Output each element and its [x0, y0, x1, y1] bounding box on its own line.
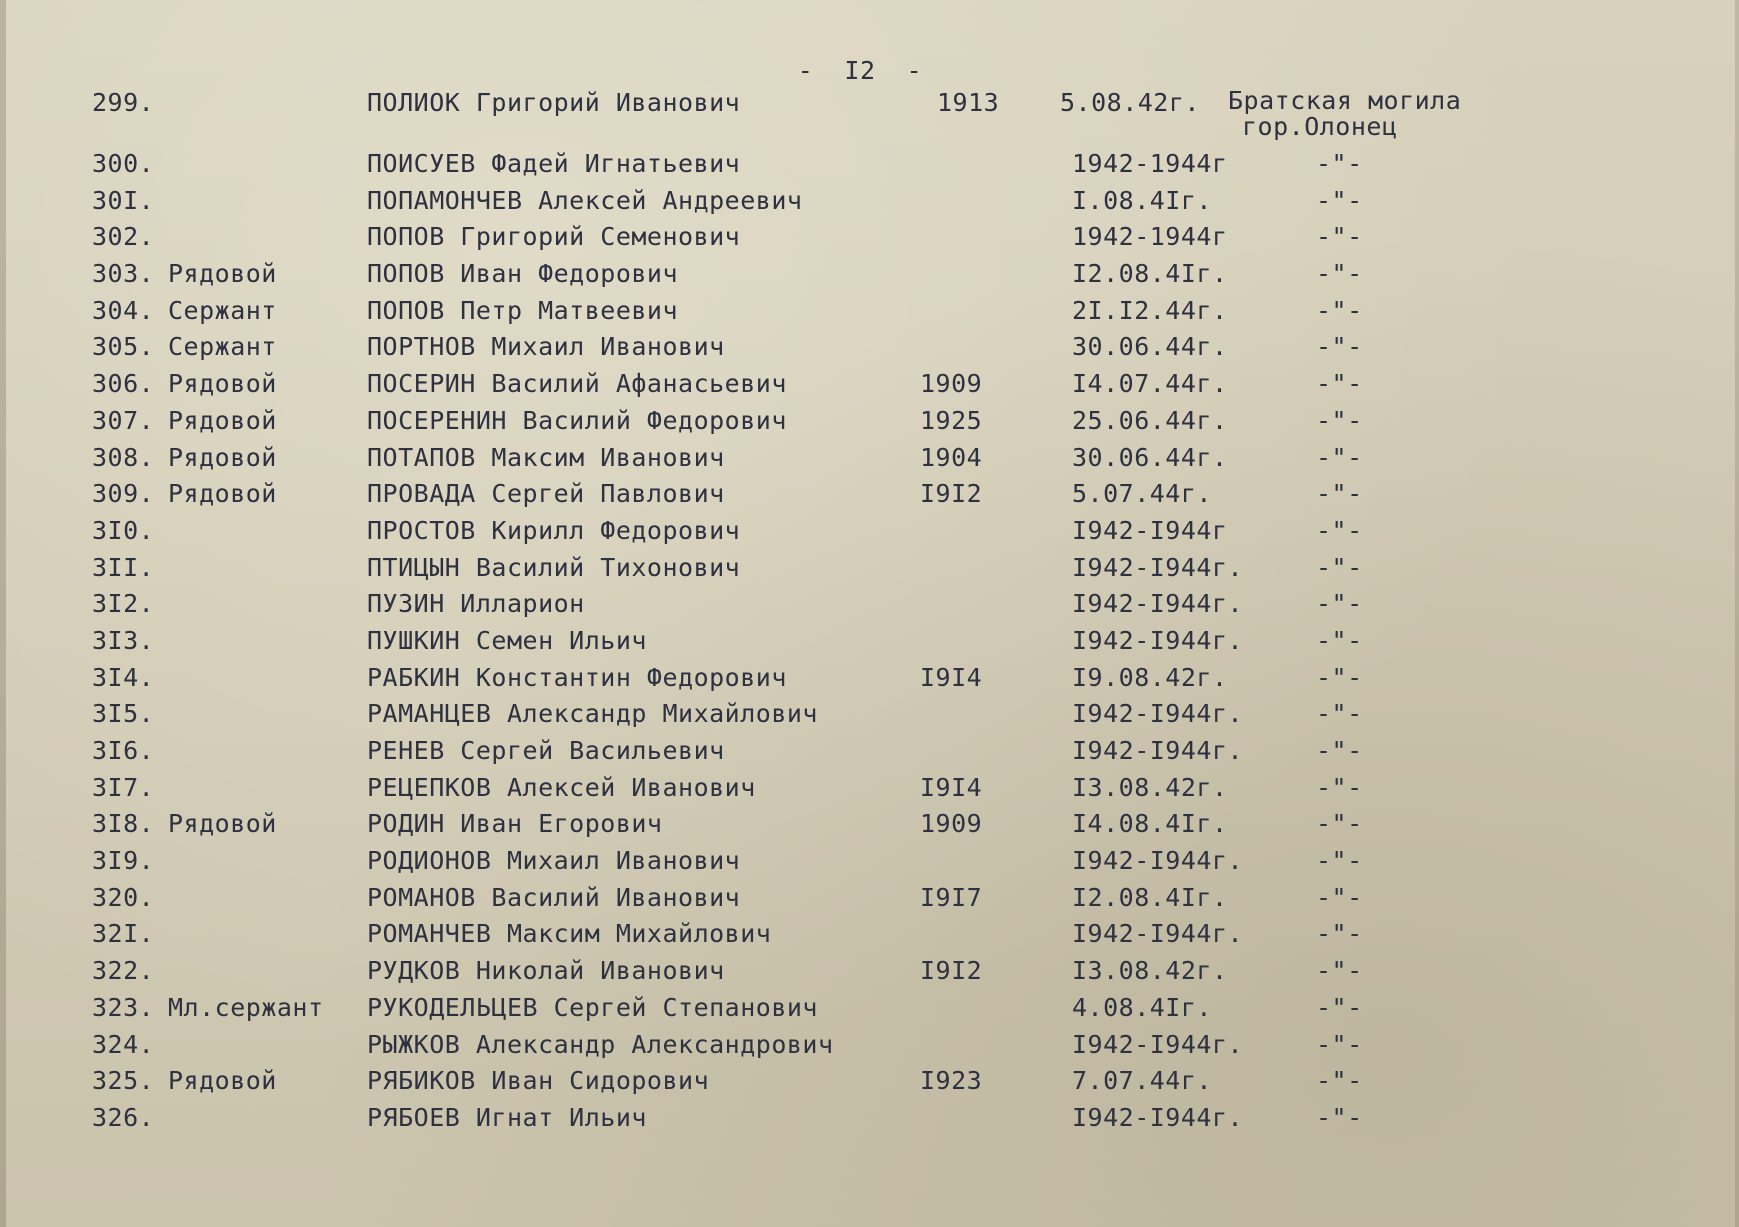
- entry-name: ПОЛИОК Григорий Иванович: [367, 88, 741, 117]
- entry-number: 3I3.: [92, 625, 155, 655]
- entry-burial-place: -"-: [1316, 846, 1363, 876]
- entry-burial-place: -"-: [1316, 185, 1363, 215]
- entry-death-date: 1942-1944г: [1072, 149, 1228, 178]
- entry-rank: Сержант: [168, 332, 277, 362]
- entry-number: 306.: [92, 369, 155, 399]
- entry-rank: Рядовой: [168, 442, 277, 472]
- entry-name: ПОТАПОВ Максим Иванович: [367, 442, 725, 472]
- list-item: [0, 219, 1739, 256]
- entry-death-date: I4.07.44г.: [1072, 369, 1228, 399]
- entry-number: 307.: [92, 405, 155, 435]
- list-item: [0, 476, 1739, 513]
- entry-name: РЕНЕВ Сергей Васильевич: [367, 736, 725, 765]
- entry-death-date: 1942-1944г: [1072, 222, 1228, 252]
- entry-name: РОДИН Иван Егорович: [367, 809, 663, 839]
- list-item: [0, 366, 1739, 403]
- entry-name: ПОРТНОВ Михаил Иванович: [367, 332, 725, 362]
- entry-burial-place: -"-: [1316, 479, 1363, 509]
- entry-death-date: I942-I944г.: [1072, 1029, 1244, 1059]
- entry-rank: Рядовой: [168, 809, 277, 839]
- entry-burial-place: -"-: [1316, 919, 1363, 949]
- entry-rank: Рядовой: [168, 405, 277, 435]
- entry-birth-year: I9I4: [920, 662, 983, 692]
- list-item: [0, 806, 1739, 843]
- entry-name: РЯБИКОВ Иван Сидорович: [367, 1066, 710, 1096]
- list-item: [0, 880, 1739, 917]
- entry-burial-place: -"-: [1316, 369, 1363, 399]
- entry-death-date: I4.08.4Iг.: [1072, 809, 1228, 839]
- entry-number: 3I7.: [92, 772, 155, 802]
- entry-number: 308.: [92, 442, 155, 472]
- entry-death-date: 7.07.44г.: [1072, 1066, 1212, 1096]
- list-item: [0, 403, 1739, 440]
- entry-burial-place: -"-: [1316, 552, 1363, 582]
- list-item: [0, 329, 1739, 366]
- entry-name: ПОПОВ Григорий Семенович: [367, 222, 741, 252]
- entry-birth-year: I9I2: [920, 479, 983, 509]
- entry-death-date: 5.08.42г.: [1060, 88, 1200, 117]
- entry-name: РОМАНОВ Василий Иванович: [367, 882, 741, 912]
- list-item: [0, 843, 1739, 880]
- entry-rank: Сержант: [168, 295, 277, 325]
- entry-death-date: I9.08.42г.: [1072, 662, 1228, 692]
- entry-rank: Рядовой: [168, 1066, 277, 1096]
- entry-name: ПОПОВ Петр Матвеевич: [367, 295, 679, 325]
- entry-number: 3I6.: [92, 736, 155, 765]
- list-item: [0, 146, 1739, 183]
- entry-burial-place: -"-: [1316, 589, 1363, 619]
- list-row-first: [0, 88, 1739, 144]
- entry-number: 323.: [92, 992, 155, 1022]
- entry-burial-place: -"-: [1316, 625, 1363, 655]
- burial-line-1: Братская могила: [1228, 86, 1462, 115]
- entry-birth-year: 1909: [920, 809, 983, 839]
- list-item: [0, 1027, 1739, 1064]
- entry-number: 303.: [92, 259, 155, 289]
- list-item: [0, 696, 1739, 733]
- list-item: [0, 660, 1739, 697]
- entry-burial-place: -"-: [1316, 259, 1363, 289]
- entry-death-date: I942-I944г: [1072, 515, 1228, 545]
- entry-number: 3I8.: [92, 809, 155, 839]
- entry-name: ПРОВАДА Сергей Павлович: [367, 479, 725, 509]
- entry-burial-place: -"-: [1316, 222, 1363, 252]
- entry-birth-year: 1909: [920, 369, 983, 399]
- entry-name: РОДИОНОВ Михаил Иванович: [367, 846, 741, 876]
- entry-death-date: 30.06.44г.: [1072, 332, 1228, 362]
- entry-number: 299.: [92, 88, 155, 117]
- entry-name: ПОПОВ Иван Федорович: [367, 259, 679, 289]
- entry-death-date: 5.07.44г.: [1072, 479, 1212, 509]
- entry-burial-place: -"-: [1316, 405, 1363, 435]
- entry-burial-place: -"-: [1316, 1102, 1363, 1132]
- entry-death-date: I.08.4Iг.: [1072, 185, 1212, 215]
- entry-number: 305.: [92, 332, 155, 362]
- entry-name: РЯБОЕВ Игнат Ильич: [367, 1102, 647, 1132]
- entry-number: 3I4.: [92, 662, 155, 692]
- entry-death-date: I942-I944г.: [1072, 846, 1244, 876]
- entry-burial-place: -"-: [1316, 882, 1363, 912]
- entry-rank: Рядовой: [168, 479, 277, 509]
- entry-burial-place: -"-: [1316, 149, 1363, 178]
- entry-death-date: I942-I944г.: [1072, 552, 1244, 582]
- entry-death-date: I942-I944г.: [1072, 625, 1244, 655]
- list-item: [0, 916, 1739, 953]
- list-item: [0, 623, 1739, 660]
- entry-burial-place: -"-: [1316, 736, 1363, 765]
- entry-birth-year: I9I2: [920, 956, 983, 986]
- entries-list: [0, 146, 1739, 1137]
- entry-burial-place: -"-: [1316, 515, 1363, 545]
- list-item: [0, 513, 1739, 550]
- entry-death-date: I3.08.42г.: [1072, 956, 1228, 986]
- entry-name: ПТИЦЫН Василий Тихонович: [367, 552, 741, 582]
- entry-name: ПОИСУЕВ Фадей Игнатьевич: [367, 149, 741, 178]
- entry-death-date: I942-I944г.: [1072, 699, 1244, 729]
- list-item: [0, 256, 1739, 293]
- entry-death-date: 30.06.44г.: [1072, 442, 1228, 472]
- list-item: [0, 440, 1739, 477]
- entry-death-date: I942-I944г.: [1072, 736, 1244, 765]
- entry-name: ПУЗИН Илларион: [367, 589, 585, 619]
- list-item: [0, 733, 1739, 770]
- entry-name: РОМАНЧЕВ Максим Михайлович: [367, 919, 772, 949]
- entry-death-date: 4.08.4Iг.: [1072, 992, 1212, 1022]
- entry-death-date: I3.08.42г.: [1072, 772, 1228, 802]
- entry-death-date: I942-I944г.: [1072, 589, 1244, 619]
- entry-number: 3II.: [92, 552, 155, 582]
- entry-number: 3I9.: [92, 846, 155, 876]
- entry-number: 30I.: [92, 185, 155, 215]
- list-item: [0, 1100, 1739, 1137]
- entry-number: 325.: [92, 1066, 155, 1096]
- entry-death-date: I942-I944г.: [1072, 1102, 1244, 1132]
- entry-burial-place: [1228, 88, 1461, 140]
- list-item: [0, 183, 1739, 220]
- entry-number: 320.: [92, 882, 155, 912]
- list-item: [0, 990, 1739, 1027]
- entry-name: ПОПАМОНЧЕВ Алексей Андреевич: [367, 185, 803, 215]
- entry-number: 324.: [92, 1029, 155, 1059]
- entry-death-date: 2I.I2.44г.: [1072, 295, 1228, 325]
- entry-name: РАБКИН Константин Федорович: [367, 662, 787, 692]
- entry-name: РАМАНЦЕВ Александр Михайлович: [367, 699, 818, 729]
- entry-name: ПУШКИН Семен Ильич: [367, 625, 647, 655]
- entry-death-date: 25.06.44г.: [1072, 405, 1228, 435]
- entry-birth-year: 1925: [920, 405, 983, 435]
- entry-number: 322.: [92, 956, 155, 986]
- entry-number: 3I5.: [92, 699, 155, 729]
- entry-birth-year: I9I7: [920, 882, 983, 912]
- list-item: [0, 586, 1739, 623]
- entry-number: 326.: [92, 1102, 155, 1132]
- entry-birth-year: I9I4: [920, 772, 983, 802]
- page-number: - I2 -: [797, 56, 923, 85]
- entry-name: РУДКОВ Николай Иванович: [367, 956, 725, 986]
- entry-rank: Мл.сержант: [168, 992, 324, 1022]
- entry-number: 302.: [92, 222, 155, 252]
- entry-burial-place: -"-: [1316, 699, 1363, 729]
- entry-birth-year: I923: [920, 1066, 983, 1096]
- entry-rank: Рядовой: [168, 369, 277, 399]
- list-item: [0, 1063, 1739, 1100]
- list-item: [0, 550, 1739, 587]
- burial-line-2: гор.Олонец: [1242, 112, 1398, 141]
- entry-number: 3I0.: [92, 515, 155, 545]
- entry-number: 3I2.: [92, 589, 155, 619]
- entry-burial-place: -"-: [1316, 1066, 1363, 1096]
- entry-name: РЫЖКОВ Александр Александрович: [367, 1029, 834, 1059]
- entry-burial-place: -"-: [1316, 442, 1363, 472]
- entry-death-date: I2.08.4Iг.: [1072, 882, 1228, 912]
- entry-burial-place: -"-: [1316, 295, 1363, 325]
- list-item: [0, 953, 1739, 990]
- entry-number: 304.: [92, 295, 155, 325]
- entry-burial-place: -"-: [1316, 332, 1363, 362]
- list-item: [0, 770, 1739, 807]
- entry-rank: Рядовой: [168, 259, 277, 289]
- entry-name: ПОСЕРЕНИН Василий Федорович: [367, 405, 787, 435]
- entry-burial-place: -"-: [1316, 992, 1363, 1022]
- entry-birth-year: 1913: [937, 88, 1000, 117]
- entry-death-date: I942-I944г.: [1072, 919, 1244, 949]
- entry-number: 300.: [92, 149, 155, 178]
- entry-number: 309.: [92, 479, 155, 509]
- entry-name: ПРОСТОВ Кирилл Федорович: [367, 515, 741, 545]
- entry-number: 32I.: [92, 919, 155, 949]
- entry-burial-place: -"-: [1316, 662, 1363, 692]
- entry-burial-place: -"-: [1316, 772, 1363, 802]
- entry-burial-place: -"-: [1316, 956, 1363, 986]
- entry-burial-place: -"-: [1316, 1029, 1363, 1059]
- entry-birth-year: 1904: [920, 442, 983, 472]
- list-item: [0, 293, 1739, 330]
- entry-death-date: I2.08.4Iг.: [1072, 259, 1228, 289]
- entry-name: РУКОДЕЛЬЦЕВ Сергей Степанович: [367, 992, 818, 1022]
- entry-burial-place: -"-: [1316, 809, 1363, 839]
- entry-name: РЕЦЕПКОВ Алексей Иванович: [367, 772, 756, 802]
- entry-name: ПОСЕРИН Василий Афанасьевич: [367, 369, 787, 399]
